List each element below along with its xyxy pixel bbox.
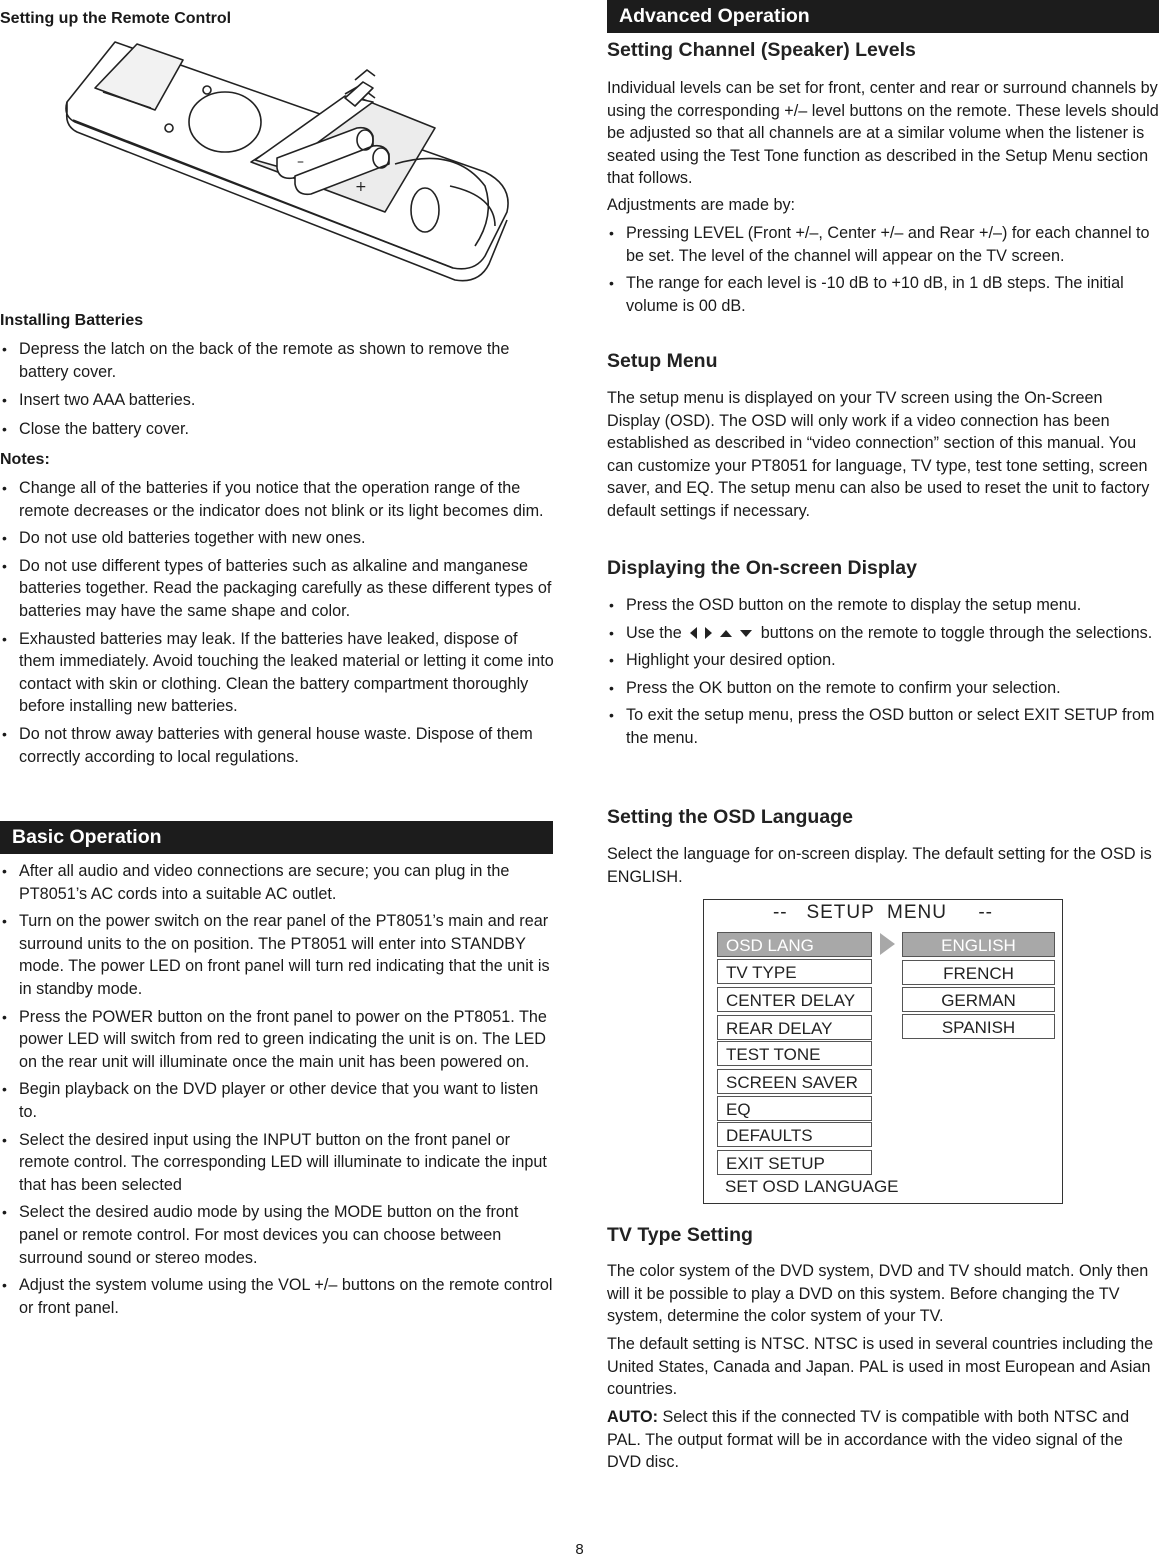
list-item: • Select the desired input using the INPUT button on the front panel or remote control. The corresponding LED will illuminate to indicate the input that has been selected <box>0 1129 555 1197</box>
arrow-left-icon <box>690 627 697 639</box>
list-item: • The range for each level is -10 dB to +10 dB, in 1 dB steps. The initial volume is 00 dB. <box>607 272 1159 317</box>
list-item: • Do not use old batteries together with new ones. <box>0 527 555 550</box>
osd-menu-title: -- SETUP MENU -- <box>772 902 994 923</box>
displaying-osd-list <box>607 594 1159 750</box>
list-item: • Select the desired audio mode by using the MODE button on the front panel or remote control. For most devices you can choose between surround sound or stereo modes. <box>0 1201 555 1269</box>
osd-item-tv-type[interactable]: TV TYPE <box>717 959 872 984</box>
setup-menu-paragraph: The setup menu is displayed on your TV screen using the On-Screen Display (OSD). The OSD will only work if a video connection has been established as described in “video connection” section of this manual. You can customize your PT8051 for language, TV type, test tone setting, screen saver, and EQ. The setup menu can also be used to reset the unit to factory default settings if necessary. <box>607 389 1150 520</box>
page-number: 8 <box>575 1541 584 1558</box>
list-item <box>607 622 1159 645</box>
osd-option-english[interactable]: ENGLISH <box>902 932 1055 957</box>
svg-text:–: – <box>297 154 304 170</box>
adjustments-intro: Adjustments are made by: <box>607 196 796 214</box>
osd-item-screen-saver[interactable]: SCREEN SAVER <box>717 1069 872 1094</box>
list-item: • Turn on the power switch on the rear panel of the PT8051’s main and rear surround units to the on position. The PT8051 will enter into STANDBY mode. The power LED on front panel will turn red indicating that the unit is in standby mode. <box>0 910 555 1000</box>
tv-type-paragraph-2: The default setting is NTSC. NTSC is used in several countries including the United States, Canada and Japan. PAL is used in most European and Asian countries. <box>607 1335 1154 1399</box>
channel-levels-heading: Setting Channel (Speaker) Levels <box>607 39 916 61</box>
list-item: • Highlight your desired option. <box>607 649 1159 672</box>
osd-option-spanish[interactable]: SPANISH <box>902 1014 1055 1039</box>
list-item: • Adjust the system volume using the VOL +/– buttons on the remote control or front panel. <box>0 1274 555 1319</box>
osd-setup-menu <box>703 899 1063 1204</box>
channel-levels-paragraph: Individual levels can be set for front, center and rear or surround channels by using the corresponding +/– level buttons on the remote. These levels should be adjusted so that all channels are at a similar volume when the listener is seated using the Test Tone function as described in the Setup Menu section that follows. <box>607 79 1159 188</box>
basic-operation-list <box>0 860 555 1319</box>
svg-text:+: + <box>355 179 367 195</box>
osd-play-arrow-icon <box>880 933 895 955</box>
osd-item-exit-setup[interactable]: EXIT SETUP <box>717 1150 872 1175</box>
notes-heading: Notes: <box>0 451 50 468</box>
osd-language-paragraph: Select the language for on-screen display. The default setting for the OSD is ENGLISH. <box>607 845 1152 886</box>
osd-option-german[interactable]: GERMAN <box>902 987 1055 1012</box>
installing-batteries-heading: Installing Batteries <box>0 312 144 329</box>
arrow-right-icon <box>705 627 712 639</box>
osd-item-eq[interactable]: EQ <box>717 1096 872 1121</box>
list-item: • Close the battery cover. <box>0 418 555 441</box>
remote-heading: Setting up the Remote Control <box>0 10 232 27</box>
osd-item-test-tone[interactable]: TEST TONE <box>717 1041 872 1066</box>
auto-label: AUTO: <box>607 1408 658 1426</box>
list-item: • Depress the latch on the back of the remote as shown to remove the battery cover. <box>0 338 555 383</box>
list-item: • Press the OK button on the remote to confirm your selection. <box>607 677 1159 700</box>
list-item: • Do not throw away batteries with general house waste. Dispose of them correctly according to local regulations. <box>0 723 555 768</box>
list-item: • After all audio and video connections are secure; you can plug in the PT8051’s AC cords into a suitable AC outlet. <box>0 860 555 905</box>
notes-list <box>0 477 555 768</box>
list-item: • Press the POWER button on the front panel to power on the PT8051. The power LED will switch from red to green indicating the unit is on. The LED on the rear unit will illuminate once the main unit has been powered on. <box>0 1006 555 1074</box>
osd-item-osd-lang[interactable]: OSD LANG <box>717 932 872 957</box>
osd-item-center-delay[interactable]: CENTER DELAY <box>717 987 872 1012</box>
tv-type-auto-paragraph <box>607 1406 1159 1474</box>
remote-control-illustration <box>55 36 525 306</box>
adjustments-list <box>607 222 1159 317</box>
osd-option-french[interactable]: FRENCH <box>902 960 1055 985</box>
arrow-down-icon <box>740 630 752 637</box>
tv-type-paragraph-1: The color system of the DVD system, DVD and TV should match. Only then will it be possible to play a DVD on this system. Before changing the TV system, determine the color system of your TV. <box>607 1262 1149 1326</box>
buttons-toggle-text: buttons on the remote to toggle through the selections. <box>760 623 1153 642</box>
list-item: • Change all of the batteries if you notice that the operation range of the remote decreases or the indicator does not blink or its light becomes dim. <box>0 477 555 522</box>
displaying-osd-heading: Displaying the On-screen Display <box>607 557 917 579</box>
osd-language-heading: Setting the OSD Language <box>607 806 853 828</box>
installing-batteries-list <box>0 338 555 440</box>
osd-status-text: SET OSD LANGUAGE <box>725 1177 899 1196</box>
osd-item-defaults[interactable]: DEFAULTS <box>717 1122 872 1147</box>
basic-operation-bar: Basic Operation <box>0 821 553 854</box>
setup-menu-heading: Setup Menu <box>607 350 718 372</box>
list-item: • Exhausted batteries may leak. If the batteries have leaked, dispose of them immediately. Avoid touching the leaked material or letting it come into contact with skin or clothing. Clean the battery compartment thoroughly before installing new batteries. <box>0 628 555 718</box>
tv-type-heading: TV Type Setting <box>607 1224 753 1246</box>
list-item: • Begin playback on the DVD player or other device that you want to listen to. <box>0 1078 555 1123</box>
auto-text: Select this if the connected TV is compatible with both NTSC and PAL. The output format will be in accordance with the video signal of the DVD disc. <box>607 1408 1130 1472</box>
osd-item-rear-delay[interactable]: REAR DELAY <box>717 1015 872 1040</box>
list-item: • To exit the setup menu, press the OSD button or select EXIT SETUP from the menu. <box>607 704 1159 749</box>
list-item: • Press the OSD button on the remote to display the setup menu. <box>607 594 1159 617</box>
list-item: • Pressing LEVEL (Front +/–, Center +/– and Rear +/–) for each channel to be set. The level of the channel will appear on the TV screen. <box>607 222 1159 267</box>
list-item: • Insert two AAA batteries. <box>0 389 555 412</box>
advanced-operation-bar: Advanced Operation <box>607 0 1159 33</box>
use-the-text: Use the <box>626 623 682 642</box>
arrow-up-icon <box>720 630 732 637</box>
list-item: • Do not use different types of batteries such as alkaline and manganese batteries together. Read the packaging carefully as these different types of batteries may have the same shape and color. <box>0 555 555 623</box>
